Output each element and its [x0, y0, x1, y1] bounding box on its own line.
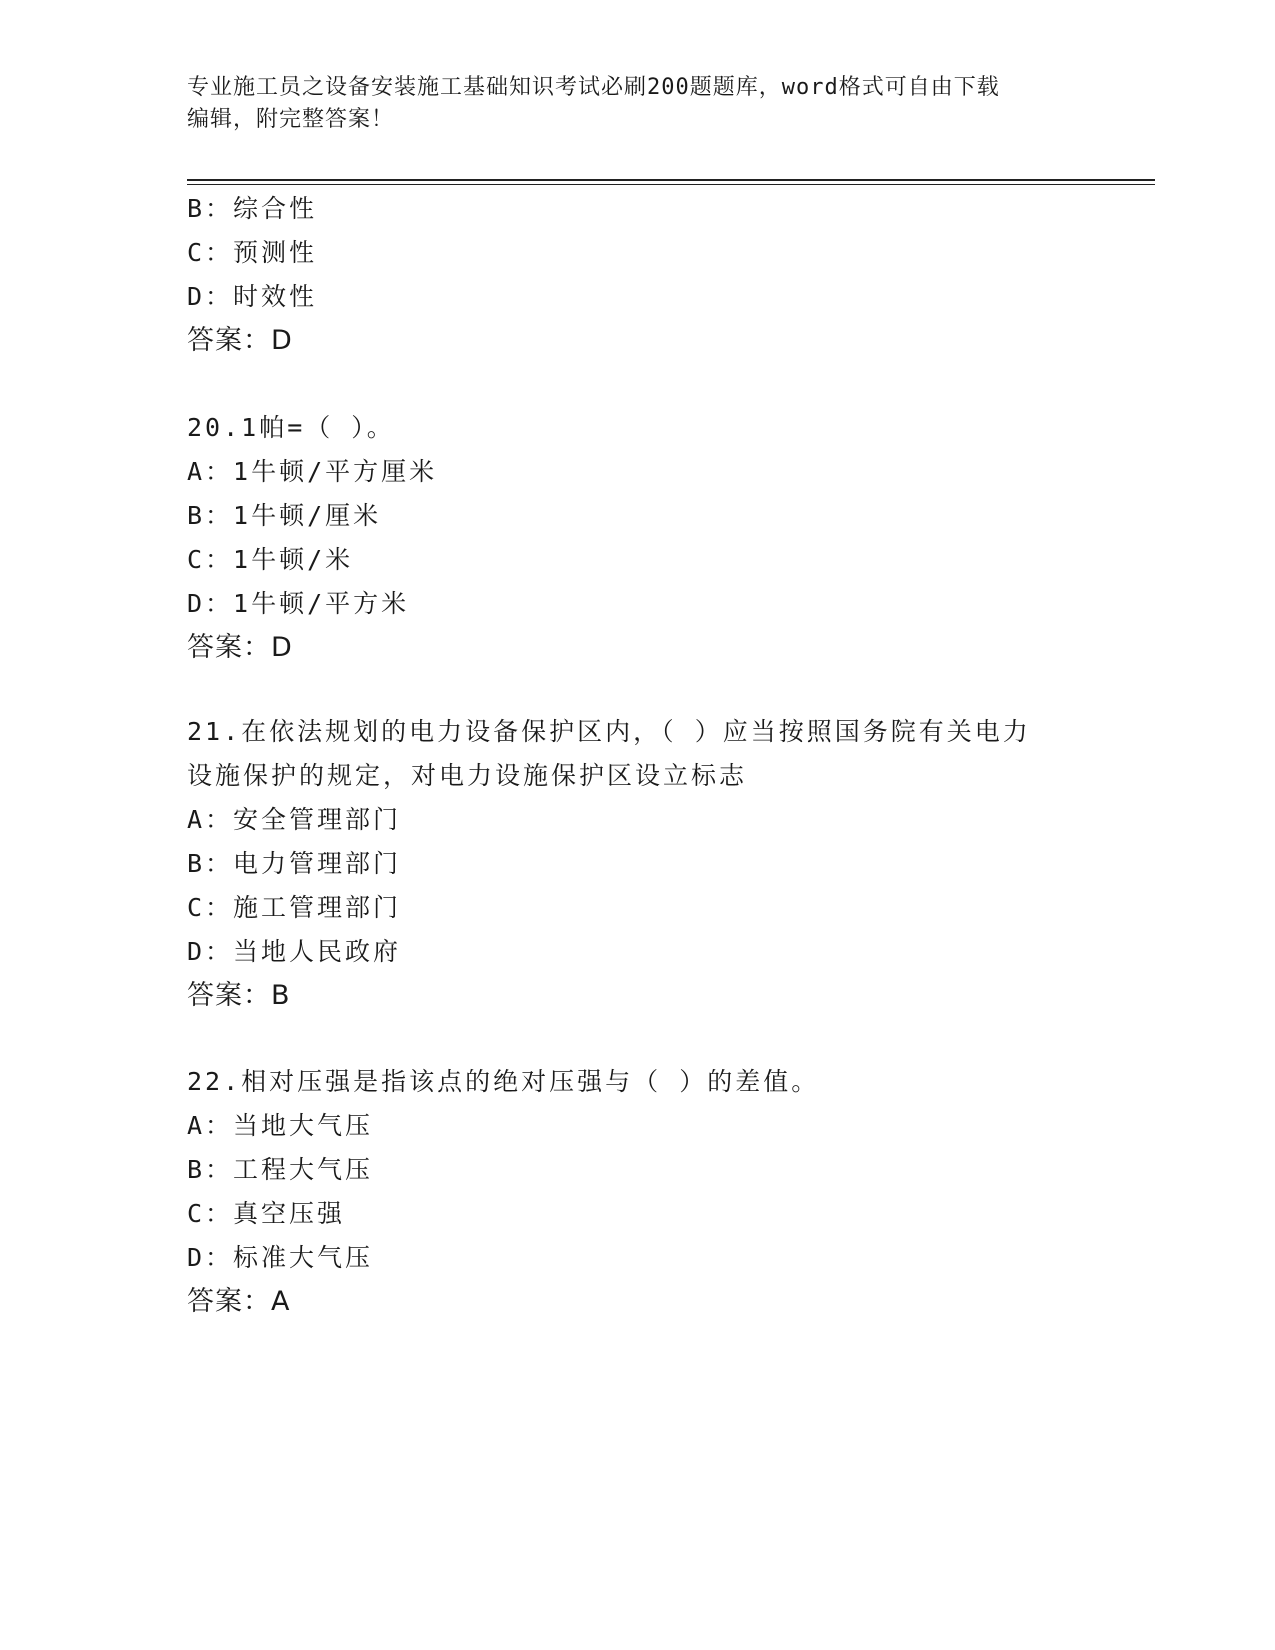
q21-stem-line-2: 设施保护的规定，对电力设施保护区设立标志 [187, 761, 748, 790]
header-divider-thick [187, 179, 1155, 181]
q20-option-d: D：1牛顿/平方米 [187, 589, 410, 618]
q20-stem: 20.1帕=（ ）。 [187, 413, 395, 442]
header-divider-thin [187, 184, 1155, 185]
q21-option-d: D：当地人民政府 [187, 937, 402, 966]
q21-option-b: B：电力管理部门 [187, 849, 402, 878]
q22-option-b: B：工程大气压 [187, 1155, 374, 1184]
q21-answer: 答案：B [187, 980, 291, 1011]
page-header [187, 72, 1067, 136]
q20-option-a: A：1牛顿/平方厘米 [187, 457, 438, 486]
q21-option-c: C：施工管理部门 [187, 893, 402, 922]
q22-option-d: D：标准大气压 [187, 1243, 374, 1272]
header-title-line-2: 编辑，附完整答案！ [187, 107, 395, 132]
q22-option-c: C：真空压强 [187, 1199, 346, 1228]
q19-option-b: B：综合性 [187, 194, 318, 223]
q19-option-c: C：预测性 [187, 238, 318, 267]
q22-answer: 答案：A [187, 1286, 291, 1317]
q22-option-a: A：当地大气压 [187, 1111, 374, 1140]
header-title-line-1: 专业施工员之设备安装施工基础知识考试必刷200题题库，word格式可自由下载 [187, 75, 1000, 100]
q21-option-a: A：安全管理部门 [187, 805, 402, 834]
q22-stem: 22.相对压强是指该点的绝对压强与（ ）的差值。 [187, 1067, 820, 1096]
q20-option-b: B：1牛顿/厘米 [187, 501, 382, 530]
q19-option-d: D：时效性 [187, 282, 318, 311]
q19-answer: 答案：D [187, 325, 293, 356]
q20-option-c: C：1牛顿/米 [187, 545, 354, 574]
q20-answer: 答案：D [187, 632, 293, 663]
q21-stem-line-1: 21.在依法规划的电力设备保护区内，（ ）应当按照国务院有关电力 [187, 717, 1031, 746]
